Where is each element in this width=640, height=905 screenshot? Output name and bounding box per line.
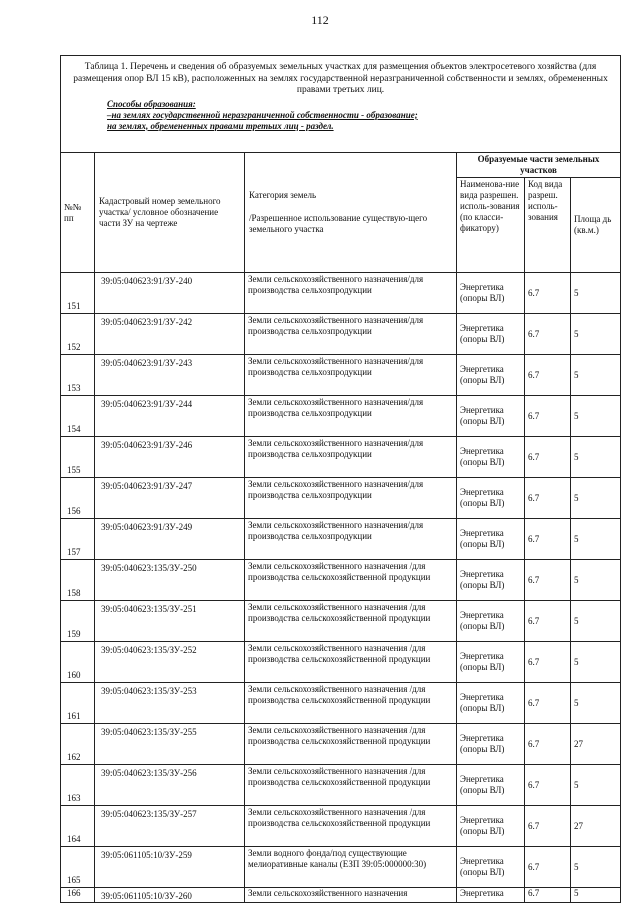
row-land-category: Земли сельскохозяйственного назначения /для производства сельскохозяйственной продукции	[245, 601, 457, 642]
methods-heading: Способы образования:	[107, 98, 196, 109]
table-row	[61, 847, 621, 888]
row-area: 5	[571, 478, 621, 519]
row-use-name: Энергетика (опоры ВЛ)	[457, 765, 525, 806]
header-category	[245, 153, 457, 273]
row-land-category: Земли сельскохозяйственного назначения/для производства сельхозпродукции	[245, 519, 457, 560]
row-number: 151	[61, 273, 95, 314]
table-row	[61, 683, 621, 724]
row-area: 5	[571, 355, 621, 396]
row-use-name: Энергетика (опоры ВЛ)	[457, 560, 525, 601]
row-area: 5	[571, 437, 621, 478]
row-area: 5	[571, 601, 621, 642]
row-number: 155	[61, 437, 95, 478]
method-division: на землях, обремененных правами третьих лиц - раздел.	[107, 120, 334, 131]
formation-methods	[71, 99, 610, 132]
row-number: 158	[61, 560, 95, 601]
row-cadastral-number: 39:05:040623:91/ЗУ-243	[95, 355, 245, 396]
row-cadastral-number: 39:05:061105:10/ЗУ-259	[95, 847, 245, 888]
row-land-category: Земли сельскохозяйственного назначения /для производства сельскохозяйственной продукции	[245, 765, 457, 806]
row-cadastral-number: 39:05:061105:10/ЗУ-260	[95, 888, 245, 903]
row-land-category: Земли сельскохозяйственного назначения/для производства сельхозпродукции	[245, 396, 457, 437]
row-use-name: Энергетика (опоры ВЛ)	[457, 683, 525, 724]
row-land-category: Земли сельскохозяйственного назначения /для производства сельскохозяйственной продукции	[245, 724, 457, 765]
row-area: 5	[571, 560, 621, 601]
header-use-name: Наименова-ние вида разрешен. исполь-зования (по класси-фикатору)	[457, 178, 525, 273]
row-cadastral-number: 39:05:040623:91/ЗУ-242	[95, 314, 245, 355]
table-row	[61, 314, 621, 355]
row-number: 156	[61, 478, 95, 519]
row-area: 27	[571, 724, 621, 765]
row-use-code: 6.7	[525, 601, 571, 642]
table-row	[61, 765, 621, 806]
row-use-name: Энергетика (опоры ВЛ)	[457, 601, 525, 642]
row-land-category: Земли сельскохозяйственного назначения	[245, 888, 457, 903]
row-use-code: 6.7	[525, 396, 571, 437]
row-cadastral-number: 39:05:040623:135/ЗУ-252	[95, 642, 245, 683]
row-land-category: Земли сельскохозяйственного назначения /для производства сельскохозяйственной продукции	[245, 806, 457, 847]
row-land-category: Земли сельскохозяйственного назначения /для производства сельскохозяйственной продукции	[245, 560, 457, 601]
table-intro	[61, 56, 621, 153]
row-use-code: 6.7	[525, 273, 571, 314]
row-number: 163	[61, 765, 95, 806]
row-number: 152	[61, 314, 95, 355]
table-row	[61, 888, 621, 903]
table-row	[61, 806, 621, 847]
row-cadastral-number: 39:05:040623:135/ЗУ-250	[95, 560, 245, 601]
row-use-code: 6.7	[525, 888, 571, 903]
row-cadastral-number: 39:05:040623:135/ЗУ-251	[95, 601, 245, 642]
table-row	[61, 478, 621, 519]
row-use-code: 6.7	[525, 765, 571, 806]
row-number: 161	[61, 683, 95, 724]
row-use-name: Энергетика (опоры ВЛ)	[457, 642, 525, 683]
table-title: Таблица 1. Перечень и сведения об образуемых земельных участках для размещения объектов электросетевого хозяйства (для размещения опор ВЛ 15 кВ), расположенных на землях государственной неразграниченной собственности и землях, обремененных правами третьих лиц.	[73, 62, 608, 95]
row-land-category: Земли сельскохозяйственного назначения/для производства сельхозпродукции	[245, 437, 457, 478]
header-num: №№ пп	[61, 153, 95, 273]
row-area: 27	[571, 806, 621, 847]
row-number: 157	[61, 519, 95, 560]
method-formation: –на землях государственной неразграниченной собственности - образование;	[107, 109, 418, 120]
row-use-code: 6.7	[525, 519, 571, 560]
row-number: 164	[61, 806, 95, 847]
row-use-code: 6.7	[525, 478, 571, 519]
table-row	[61, 560, 621, 601]
row-use-code: 6.7	[525, 724, 571, 765]
row-use-name: Энергетика	[457, 888, 525, 903]
table-row	[61, 355, 621, 396]
row-land-category: Земли сельскохозяйственного назначения/для производства сельхозпродукции	[245, 355, 457, 396]
table-row	[61, 519, 621, 560]
row-number: 166	[61, 888, 95, 903]
row-cadastral-number: 39:05:040623:91/ЗУ-240	[95, 273, 245, 314]
table-row	[61, 724, 621, 765]
header-area: Площа дь (кв.м.)	[571, 178, 621, 273]
row-land-category: Земли сельскохозяйственного назначения /для производства сельскохозяйственной продукции	[245, 642, 457, 683]
page-number: 112	[311, 13, 329, 27]
land-plots-table	[60, 55, 621, 903]
row-cadastral-number: 39:05:040623:91/ЗУ-244	[95, 396, 245, 437]
header-group: Образуемые части земельных участков	[457, 153, 621, 178]
row-number: 165	[61, 847, 95, 888]
row-use-code: 6.7	[525, 642, 571, 683]
header-cadastral: Кадастровый номер земельного участка/ условное обозначение части ЗУ на чертеже	[95, 153, 245, 273]
row-use-code: 6.7	[525, 806, 571, 847]
row-area: 5	[571, 765, 621, 806]
row-area: 5	[571, 642, 621, 683]
row-land-category: Земли сельскохозяйственного назначения/для производства сельхозпродукции	[245, 273, 457, 314]
row-cadastral-number: 39:05:040623:91/ЗУ-247	[95, 478, 245, 519]
header-category-sub: /Разрешенное использование существую-щего земельного участка	[249, 213, 428, 234]
row-use-name: Энергетика (опоры ВЛ)	[457, 396, 525, 437]
row-land-category: Земли сельскохозяйственного назначения/для производства сельхозпродукции	[245, 314, 457, 355]
row-number: 162	[61, 724, 95, 765]
row-cadastral-number: 39:05:040623:135/ЗУ-255	[95, 724, 245, 765]
row-number: 159	[61, 601, 95, 642]
table-row	[61, 437, 621, 478]
row-use-code: 6.7	[525, 847, 571, 888]
row-land-category: Земли сельскохозяйственного назначения /для производства сельскохозяйственной продукции	[245, 683, 457, 724]
row-use-name: Энергетика (опоры ВЛ)	[457, 437, 525, 478]
row-cadastral-number: 39:05:040623:91/ЗУ-246	[95, 437, 245, 478]
table-row	[61, 601, 621, 642]
row-use-name: Энергетика (опоры ВЛ)	[457, 355, 525, 396]
row-use-name: Энергетика (опоры ВЛ)	[457, 314, 525, 355]
row-number: 154	[61, 396, 95, 437]
row-cadastral-number: 39:05:040623:135/ЗУ-257	[95, 806, 245, 847]
row-land-category: Земли водного фонда/под существующие мелиоративные каналы (ЕЗП 39:05:000000:30)	[245, 847, 457, 888]
row-use-name: Энергетика (опоры ВЛ)	[457, 724, 525, 765]
row-number: 160	[61, 642, 95, 683]
row-area: 5	[571, 519, 621, 560]
row-cadastral-number: 39:05:040623:135/ЗУ-253	[95, 683, 245, 724]
row-use-code: 6.7	[525, 683, 571, 724]
row-cadastral-number: 39:05:040623:135/ЗУ-256	[95, 765, 245, 806]
row-area: 5	[571, 314, 621, 355]
row-cadastral-number: 39:05:040623:91/ЗУ-249	[95, 519, 245, 560]
row-use-name: Энергетика (опоры ВЛ)	[457, 519, 525, 560]
row-use-name: Энергетика (опоры ВЛ)	[457, 806, 525, 847]
table-row	[61, 273, 621, 314]
header-category-label: Категория земель	[249, 190, 317, 200]
row-use-code: 6.7	[525, 437, 571, 478]
row-use-name: Энергетика (опоры ВЛ)	[457, 478, 525, 519]
row-number: 153	[61, 355, 95, 396]
row-use-name: Энергетика (опоры ВЛ)	[457, 273, 525, 314]
row-use-name: Энергетика (опоры ВЛ)	[457, 847, 525, 888]
table-row	[61, 642, 621, 683]
row-area: 5	[571, 396, 621, 437]
table-row	[61, 396, 621, 437]
row-area: 5	[571, 847, 621, 888]
header-code: Код вида разреш. исполь-зования	[525, 178, 571, 273]
row-land-category: Земли сельскохозяйственного назначения/для производства сельхозпродукции	[245, 478, 457, 519]
row-area: 5	[571, 888, 621, 903]
row-area: 5	[571, 273, 621, 314]
row-use-code: 6.7	[525, 560, 571, 601]
row-use-code: 6.7	[525, 355, 571, 396]
row-use-code: 6.7	[525, 314, 571, 355]
row-area: 5	[571, 683, 621, 724]
